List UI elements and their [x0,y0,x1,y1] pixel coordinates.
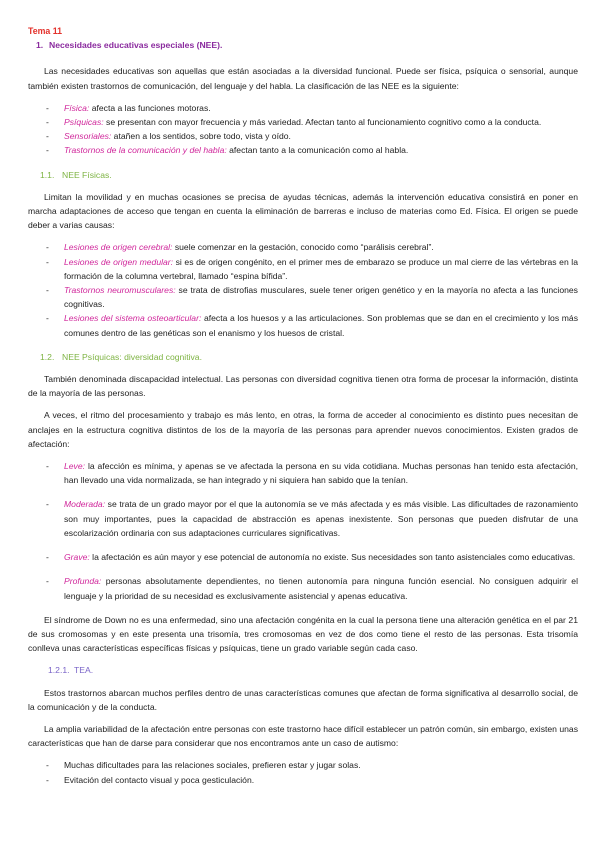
term: Grave: [64,552,90,563]
list-item: - Lesiones de origen medular: si es de origen congénito, en el primer mes de embarazo se produce un mal cierre de las vértebras en la formación de la columna vertebral, llamado “espina bífida”. [46,256,578,281]
tea-paragraph-1: Estos trastornos abarcan muchos perfiles dentro de unas características comunes que afectan de forma significativa al desarrollo social, de la comunicación y de la conducta. [28,687,578,712]
subsection-heading-psiquicas: 1.2. NEE Psíquicas: diversidad cognitiva. [40,351,202,362]
term: Trastornos neuromusculares: [64,285,176,296]
term: Leve: [64,461,86,472]
psiquicas-paragraph-1: También denominada discapacidad intelectual. Las personas con diversidad cognitiva tienen otra forma de procesar la información, distinta de la mayoría de las personas. [28,374,578,399]
topic-label: Tema 11 [28,26,63,36]
term: Lesiones del sistema osteoarticular: [64,313,202,324]
list-item: - Grave: la afectación es aún mayor y ese potencial de autonomía no existe. Sus necesidades son tanto asistenciales como educativas. [46,552,576,563]
down-paragraph: El síndrome de Down no es una enfermedad, sino una afectación congénita en la cual la persona tiene una alteración genética en el par 21 de sus cromosomas y en este presenta una trisomía, tres cromosomas en vez de dos como tiene el resto de las personas. Esta trisomía conlleva unas características específicas físicas y psíquicas, tiene un grado variable según cada caso. [28,614,578,654]
list-item: - Psíquicas: se presentan con mayor frecuencia y más variedad. Afectan tanto al funcionamiento cognitivo como a la conducta. [46,117,542,128]
list-item: - Leve: la afección es mínima, y apenas se ve afectada la persona en su vida cotidiana. Muchas personas han tenido esta afectación, han llevado una vida normalizada, se han integrado y ni siquiera han sabido que la tenían. [46,461,578,486]
term: Física: [64,102,90,113]
term: Lesiones de origen cerebral: [64,242,173,253]
list-item: - Lesiones del sistema osteoarticular: afecta a los huesos y a las articulaciones. Son problemas que se dan en el crecimiento y los más comunes dentro de las genéticas son el enanismo y los huesos de cristal. [46,313,578,338]
term: Trastornos de la comunicación y del habla: [64,145,227,156]
tea-paragraph-2: La amplia variabilidad de la afectación entre personas con este trastorno hace difícil establecer un patrón común, sin embargo, existen unas características que han de darse para considerar que nos encontramos ante un caso de autismo: [28,723,578,749]
list-item: - Trastornos de la comunicación y del habla: afectan tanto a la comunicación como al habla. [46,145,409,156]
list-item: - Moderada: se trata de un grado mayor por el que la autonomía se ve más afectada y es más visible. Las dificultades de razonamiento son muy importantes, pues la capacidad de abstracción es apenas inexistente. Son personas que pueden disfrutar de una escolarización ordinaria con sus adaptaciones curriculares significativas. [46,499,578,538]
term: Sensoriales: [64,131,112,142]
list-item: - Física: afecta a las funciones motoras. [46,102,211,113]
subsubsection-heading-tea: 1.2.1. TEA. [48,665,94,676]
term: Lesiones de origen medular: [64,256,174,267]
section-title: Necesidades educativas especiales (NEE). [49,40,223,51]
fisicas-paragraph: Limitan la movilidad y en muchas ocasiones se precisa de ayudas técnicas, además la intervención educativa consistirá en poner en marcha adaptaciones de acceso que tengan en cuenta la eliminación de barreras e incluso de materias como Ed. Física. El origen se puede deber a varias causas: [28,191,578,231]
section-heading-nee [36,38,578,52]
tea-list [28,758,578,786]
list-item: - Muchas dificultades para las relaciones sociales, prefieren estar y jugar solas. [46,760,361,771]
psiquicas-paragraph-2: A veces, el ritmo del procesamiento y trabajo es más lento, en otras, la forma de acceder al conocimiento es distinto pues necesitan de anclajes en la estructura cognitiva distintos de los de la mayoría de las personas para aprender nuevos conocimientos. Existen grados de afectación: [28,410,578,449]
document-page [28,24,578,797]
term: Profunda: [64,576,102,587]
list-item: - Trastornos neuromusculares: se trata de distrofias musculares, suele tener origen genético y en la mayoría no afecta a las funciones cognitivas. [46,285,578,310]
list-item: - Profunda: personas absolutamente dependientes, no tienen autonomía para ninguna función esencial. No consiguen adquirir el lenguaje y la prioridad de su necesidad es exclusivamente asistencial y apenas educativa. [46,576,578,601]
intro-paragraph: Las necesidades educativas son aquellas que están asociadas a la diversidad funcional. Puede ser física, psíquica o sensorial, aunque también existen trastornos de comunicación, del lenguaje y del habla. La clasificación de las NEE es la siguiente: [28,66,578,91]
list-item: - Lesiones de origen cerebral: suele comenzar en la gestación, conocido como “parálisis cerebral”. [46,242,434,253]
subsection-heading-fisicas: 1.1. NEE Físicas. [40,169,112,180]
section-number: 1. [36,40,44,51]
classification-list [28,101,578,158]
list-item: - Evitación del contacto visual y poca gesticulación. [46,774,255,785]
term: Moderada: [64,499,106,510]
fisicas-causes-list [28,240,578,339]
term: Psíquicas: [64,117,104,128]
list-item: - Sensoriales: atañen a los sentidos, sobre todo, vista y oído. [46,131,291,142]
grados-list [28,459,578,603]
